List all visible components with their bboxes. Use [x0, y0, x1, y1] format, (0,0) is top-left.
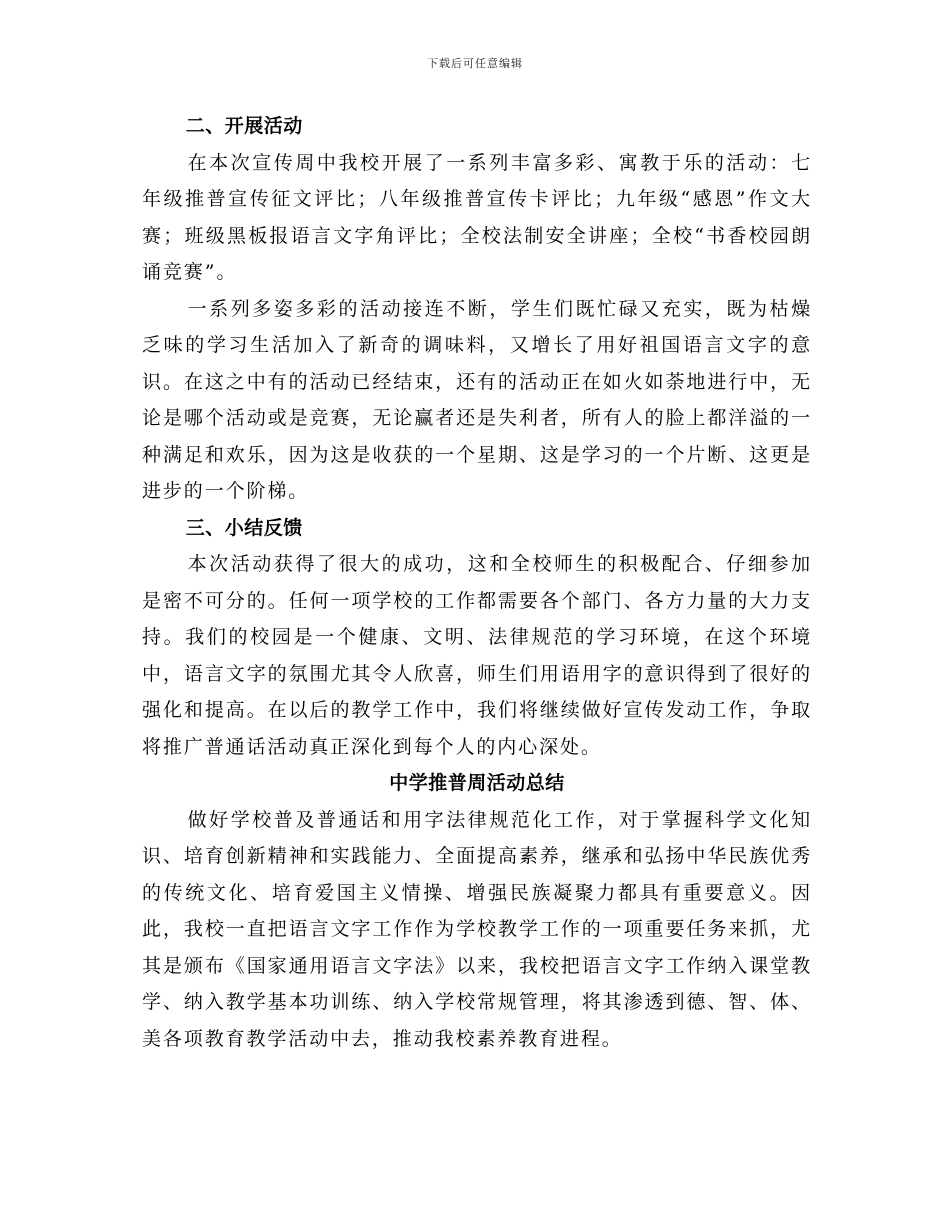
paragraph-activities-list: 在本次宣传周中我校开展了一系列丰富多彩、寓教于乐的活动：七年级推普宣传征文评比；八年级推普宣传卡评比；九年级“感恩”作文大赛；班级黑板报语言文字角评比；全校法制安全讲座；全校“书香校园朗诵竞赛”。 — [142, 151, 812, 283]
document-title: 中学推普周活动总结 — [389, 772, 565, 794]
paragraph-activities-reflection: 一系列多姿多彩的活动接连不断，学生们既忙碌又充实，既为枯燥乏味的学习生活加入了新奇的调味料，又增长了用好祖国语言文字的意识。在这之中有的活动已经结束，还有的活动正在如火如荼地进行中，无论是哪个活动或是竞赛，无论赢者还是失利者，所有人的脸上都洋溢的一种满足和欢乐，因为这是收获的一个星期、这是学习的一个片断、这更是进步的一个阶梯。 — [142, 297, 812, 502]
section-heading-summary: 三、小结反馈 — [185, 516, 303, 539]
document-body — [142, 108, 812, 1057]
paragraph-summary: 本次活动获得了很大的成功，这和全校师生的积极配合、仔细参加是密不可分的。任何一项学校的工作都需要各个部门、各方力量的大力支持。我们的校园是一个健康、文明、法律规范的学习环境，在这个环境中，语言文字的氛围尤其令人欣喜，师生们用语用字的意识得到了很好的强化和提高。在以后的教学工作中，我们将继续做好宣传发动工作，争取将推广普通话活动真正深化到每个人的内心深处。 — [142, 553, 812, 758]
section-heading-activities: 二、开展活动 — [185, 115, 303, 137]
paragraph-intro: 做好学校普及普通话和用字法律规范化工作，对于掌握科学文化知识、培育创新精神和实践能力、全面提高素养，继承和弘扬中华民族优秀的传统文化、培育爱国主义情操、增强民族凝聚力都具有重要意义。因此，我校一直把语言文字工作作为学校教学工作的一项重要任务来抓，尤其是颁布《国家通用语言文字法》以来，我校把语言文字工作纳入课堂教学、纳入教学基本功训练、纳入学校常规管理，将其渗透到德、智、体、美各项教育教学活动中去，推动我校素养教育进程。 — [142, 808, 812, 1050]
page-header-note: 下载后可任意编辑 — [427, 57, 523, 70]
